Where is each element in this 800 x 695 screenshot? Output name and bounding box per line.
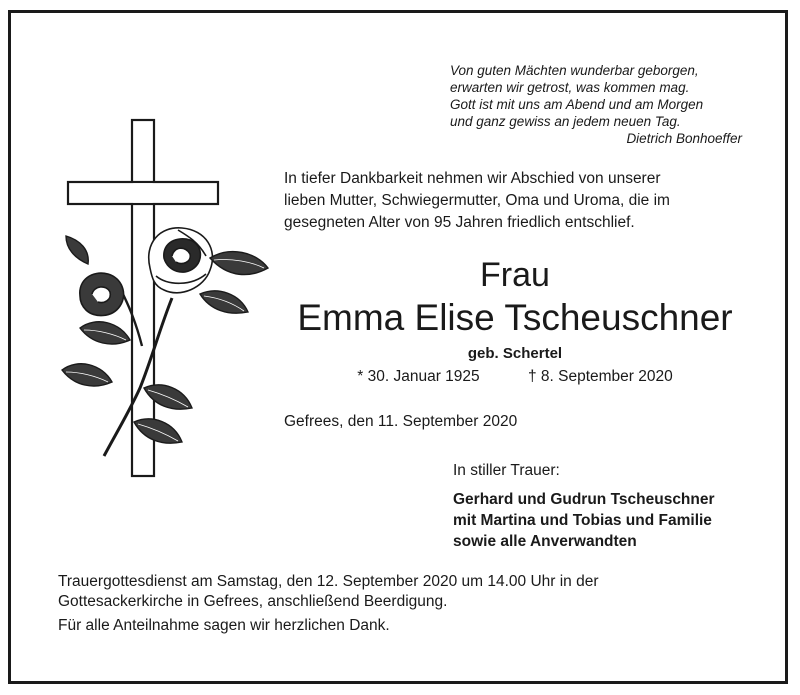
deceased-name: Emma Elise Tscheuschner bbox=[297, 297, 733, 338]
intro-line: In tiefer Dankbarkeit nehmen wir Abschied von unserer bbox=[284, 170, 661, 187]
funeral-service-info bbox=[58, 572, 758, 612]
mourner-family: mit Martina und Tobias und Familie bbox=[453, 512, 712, 529]
thanks-text: Für alle Anteilnahme sagen wir herzlichen Dank. bbox=[58, 617, 390, 634]
mourners-block bbox=[453, 460, 773, 552]
birth-name: geb. Schertel bbox=[467, 345, 563, 362]
salutation: Frau bbox=[480, 256, 550, 294]
quote-line: Von guten Mächten wunderbar geborgen, bbox=[450, 63, 699, 78]
death-date: † 8. September 2020 bbox=[527, 368, 673, 385]
mourner-family: sowie alle Anverwandten bbox=[453, 533, 637, 550]
mourner-family: Gerhard und Gudrun Tscheuschner bbox=[453, 491, 715, 508]
intro-text bbox=[284, 168, 754, 234]
intro-line: gesegneten Alter von 95 Jahren friedlich entschlief. bbox=[284, 214, 635, 231]
bonhoeffer-quote bbox=[450, 62, 742, 147]
quote-line: Gott ist mit uns am Abend und am Morgen bbox=[450, 97, 704, 112]
service-line: Trauergottesdienst am Samstag, den 12. September 2020 um 14.00 Uhr in der bbox=[58, 573, 599, 590]
birth-date: * 30. Januar 1925 bbox=[357, 368, 480, 385]
intro-line: lieben Mutter, Schwiegermutter, Oma und Uroma, die im bbox=[284, 192, 670, 209]
mourners-lead: In stiller Trauer: bbox=[453, 462, 560, 479]
quote-author: Dietrich Bonhoeffer bbox=[626, 131, 742, 146]
cross-with-rose-icon bbox=[60, 118, 275, 480]
deceased-block bbox=[270, 255, 760, 388]
life-dates bbox=[270, 366, 760, 388]
quote-line: erwarten wir getrost, was kommen mag. bbox=[450, 80, 690, 95]
quote-line: und ganz gewiss an jedem neuen Tag. bbox=[450, 114, 681, 129]
place-date: Gefrees, den 11. September 2020 bbox=[284, 413, 518, 430]
service-line: Gottesackerkirche in Gefrees, anschließend Beerdigung. bbox=[58, 593, 448, 610]
